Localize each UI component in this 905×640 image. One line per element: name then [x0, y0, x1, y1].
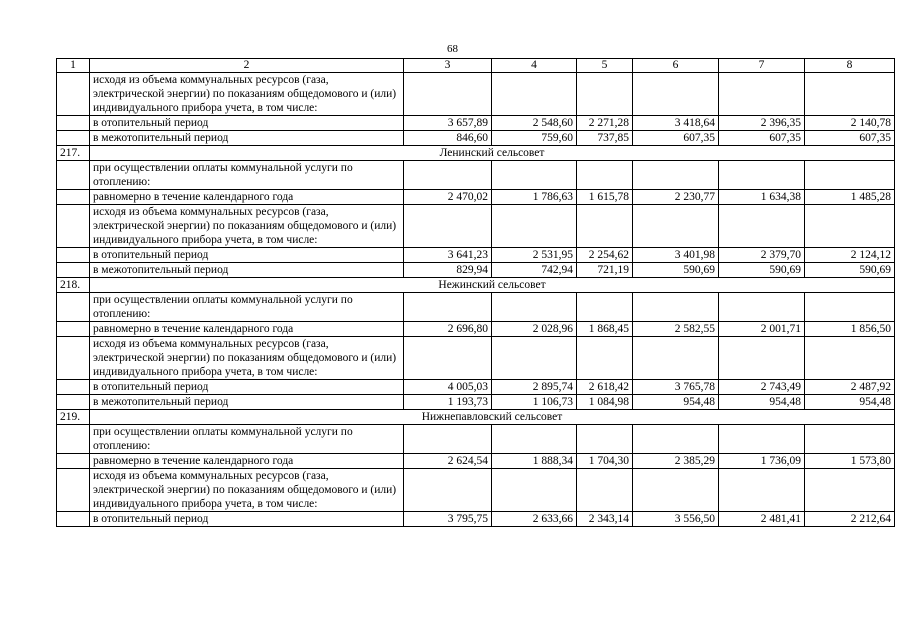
- row-label: исходя из объема коммунальных ресурсов (газа, электрической энергии) по показаниям общедомового и (или) индивидуального прибора учета, в том числе:: [90, 337, 404, 380]
- value-cell: 2 481,41: [719, 512, 805, 527]
- value-cell: 742,94: [492, 263, 577, 278]
- row-label: равномерно в течение календарного года: [90, 190, 404, 205]
- value-cell: [404, 469, 492, 512]
- row-number-cell: [57, 395, 90, 410]
- value-cell: [577, 293, 633, 322]
- column-number-row: [57, 59, 895, 73]
- value-cell: 2 633,66: [492, 512, 577, 527]
- row-number-cell: [57, 161, 90, 190]
- value-cell: 3 795,75: [404, 512, 492, 527]
- table-row: [57, 263, 895, 278]
- row-number-cell: [57, 454, 90, 469]
- value-cell: 954,48: [633, 395, 719, 410]
- value-cell: [492, 205, 577, 248]
- value-cell: [719, 425, 805, 454]
- table-row: [57, 380, 895, 395]
- value-cell: 3 641,23: [404, 248, 492, 263]
- row-number-cell: [57, 322, 90, 337]
- row-label: исходя из объема коммунальных ресурсов (газа, электрической энергии) по показаниям общедомового и (или) индивидуального прибора учета, в том числе:: [90, 73, 404, 116]
- value-cell: 2 124,12: [805, 248, 895, 263]
- row-number-cell: [57, 73, 90, 116]
- value-cell: [633, 293, 719, 322]
- description-row: [57, 425, 895, 454]
- value-cell: 2 140,78: [805, 116, 895, 131]
- value-cell: 1 786,63: [492, 190, 577, 205]
- description-row: [57, 337, 895, 380]
- description-row: [57, 73, 895, 116]
- value-cell: 607,35: [719, 131, 805, 146]
- value-cell: 590,69: [805, 263, 895, 278]
- value-cell: 2 001,71: [719, 322, 805, 337]
- value-cell: [492, 293, 577, 322]
- value-cell: [577, 205, 633, 248]
- value-cell: 3 765,78: [633, 380, 719, 395]
- table-row: [57, 322, 895, 337]
- table-row: [57, 116, 895, 131]
- value-cell: 721,19: [577, 263, 633, 278]
- value-cell: [633, 337, 719, 380]
- value-cell: [577, 161, 633, 190]
- column-header: 6: [633, 59, 719, 73]
- value-cell: 2 230,77: [633, 190, 719, 205]
- value-cell: 1 868,45: [577, 322, 633, 337]
- value-cell: [805, 469, 895, 512]
- value-cell: [577, 337, 633, 380]
- value-cell: [404, 205, 492, 248]
- table-body: [57, 59, 895, 527]
- value-cell: 2 343,14: [577, 512, 633, 527]
- description-row: [57, 161, 895, 190]
- value-cell: [719, 293, 805, 322]
- value-cell: 846,60: [404, 131, 492, 146]
- value-cell: 1 634,38: [719, 190, 805, 205]
- section-title: Ленинский сельсовет: [90, 146, 895, 161]
- value-cell: [805, 161, 895, 190]
- row-number-cell: [57, 116, 90, 131]
- column-header: 3: [404, 59, 492, 73]
- value-cell: 2 271,28: [577, 116, 633, 131]
- row-number-cell: [57, 190, 90, 205]
- value-cell: [577, 73, 633, 116]
- value-cell: 954,48: [805, 395, 895, 410]
- value-cell: [719, 205, 805, 248]
- row-label: равномерно в течение календарного года: [90, 322, 404, 337]
- value-cell: 2 582,55: [633, 322, 719, 337]
- row-number-cell: [57, 131, 90, 146]
- value-cell: 2 470,02: [404, 190, 492, 205]
- section-title: Нежинский сельсовет: [90, 278, 895, 293]
- row-label: в межотопительный период: [90, 131, 404, 146]
- row-label: в межотопительный период: [90, 263, 404, 278]
- row-label: при осуществлении оплаты коммунальной услуги по отоплению:: [90, 161, 404, 190]
- column-header: 5: [577, 59, 633, 73]
- row-number-cell: [57, 380, 90, 395]
- section-row: [57, 278, 895, 293]
- column-header: 4: [492, 59, 577, 73]
- row-label: в отопительный период: [90, 380, 404, 395]
- value-cell: 1 615,78: [577, 190, 633, 205]
- value-cell: [404, 425, 492, 454]
- value-cell: 1 193,73: [404, 395, 492, 410]
- row-number-cell: [57, 263, 90, 278]
- value-cell: 2 254,62: [577, 248, 633, 263]
- row-number-cell: [57, 469, 90, 512]
- value-cell: 2 212,64: [805, 512, 895, 527]
- value-cell: 3 418,64: [633, 116, 719, 131]
- value-cell: 2 895,74: [492, 380, 577, 395]
- value-cell: 2 548,60: [492, 116, 577, 131]
- value-cell: [404, 161, 492, 190]
- value-cell: [719, 73, 805, 116]
- value-cell: 607,35: [633, 131, 719, 146]
- table-row: [57, 512, 895, 527]
- value-cell: [492, 161, 577, 190]
- value-cell: [633, 161, 719, 190]
- value-cell: [404, 337, 492, 380]
- description-row: [57, 293, 895, 322]
- description-row: [57, 205, 895, 248]
- table-row: [57, 454, 895, 469]
- value-cell: 737,85: [577, 131, 633, 146]
- value-cell: [577, 469, 633, 512]
- section-title: Нижнепавловский сельсовет: [90, 410, 895, 425]
- table-row: [57, 190, 895, 205]
- value-cell: 1 704,30: [577, 454, 633, 469]
- row-number-cell: [57, 337, 90, 380]
- value-cell: [805, 73, 895, 116]
- value-cell: [719, 337, 805, 380]
- value-cell: [719, 161, 805, 190]
- value-cell: 2 396,35: [719, 116, 805, 131]
- tariff-table: [56, 58, 895, 527]
- value-cell: 1 485,28: [805, 190, 895, 205]
- column-header: 7: [719, 59, 805, 73]
- row-label: равномерно в течение календарного года: [90, 454, 404, 469]
- section-row: [57, 410, 895, 425]
- row-label: при осуществлении оплаты коммунальной услуги по отоплению:: [90, 425, 404, 454]
- table-row: [57, 248, 895, 263]
- table-row: [57, 131, 895, 146]
- row-number-cell: [57, 248, 90, 263]
- value-cell: [805, 205, 895, 248]
- row-number-cell: [57, 425, 90, 454]
- value-cell: 2 624,54: [404, 454, 492, 469]
- value-cell: 2 487,92: [805, 380, 895, 395]
- value-cell: 2 696,80: [404, 322, 492, 337]
- value-cell: [577, 425, 633, 454]
- value-cell: 2 531,95: [492, 248, 577, 263]
- value-cell: 1 736,09: [719, 454, 805, 469]
- section-number: 218.: [57, 278, 90, 293]
- value-cell: [492, 73, 577, 116]
- value-cell: [805, 293, 895, 322]
- row-label: в отопительный период: [90, 248, 404, 263]
- section-number: 217.: [57, 146, 90, 161]
- value-cell: 590,69: [633, 263, 719, 278]
- description-row: [57, 469, 895, 512]
- value-cell: 1 106,73: [492, 395, 577, 410]
- value-cell: [633, 469, 719, 512]
- value-cell: 3 657,89: [404, 116, 492, 131]
- value-cell: [719, 469, 805, 512]
- row-label: исходя из объема коммунальных ресурсов (газа, электрической энергии) по показаниям общедомового и (или) индивидуального прибора учета, в том числе:: [90, 469, 404, 512]
- row-number-cell: [57, 293, 90, 322]
- row-label: исходя из объема коммунальных ресурсов (газа, электрической энергии) по показаниям общедомового и (или) индивидуального прибора учета, в том числе:: [90, 205, 404, 248]
- table-row: [57, 395, 895, 410]
- page-number: 68: [447, 43, 458, 55]
- section-row: [57, 146, 895, 161]
- value-cell: 759,60: [492, 131, 577, 146]
- column-header: 2: [90, 59, 404, 73]
- value-cell: 1 856,50: [805, 322, 895, 337]
- value-cell: 1 573,80: [805, 454, 895, 469]
- row-number-cell: [57, 205, 90, 248]
- value-cell: 2 379,70: [719, 248, 805, 263]
- value-cell: 1 888,34: [492, 454, 577, 469]
- value-cell: [633, 73, 719, 116]
- value-cell: 607,35: [805, 131, 895, 146]
- value-cell: 829,94: [404, 263, 492, 278]
- value-cell: 1 084,98: [577, 395, 633, 410]
- value-cell: [805, 337, 895, 380]
- row-number-cell: [57, 512, 90, 527]
- value-cell: 3 401,98: [633, 248, 719, 263]
- section-number: 219.: [57, 410, 90, 425]
- column-header: 8: [805, 59, 895, 73]
- value-cell: [633, 205, 719, 248]
- value-cell: 3 556,50: [633, 512, 719, 527]
- value-cell: 954,48: [719, 395, 805, 410]
- row-label: в межотопительный период: [90, 395, 404, 410]
- value-cell: [404, 293, 492, 322]
- value-cell: 2 618,42: [577, 380, 633, 395]
- value-cell: 2 743,49: [719, 380, 805, 395]
- value-cell: 2 028,96: [492, 322, 577, 337]
- value-cell: [492, 425, 577, 454]
- column-header: 1: [57, 59, 90, 73]
- value-cell: [404, 73, 492, 116]
- value-cell: 590,69: [719, 263, 805, 278]
- value-cell: [633, 425, 719, 454]
- value-cell: 4 005,03: [404, 380, 492, 395]
- value-cell: [805, 425, 895, 454]
- value-cell: [492, 337, 577, 380]
- value-cell: [492, 469, 577, 512]
- row-label: в отопительный период: [90, 512, 404, 527]
- row-label: при осуществлении оплаты коммунальной услуги по отоплению:: [90, 293, 404, 322]
- row-label: в отопительный период: [90, 116, 404, 131]
- value-cell: 2 385,29: [633, 454, 719, 469]
